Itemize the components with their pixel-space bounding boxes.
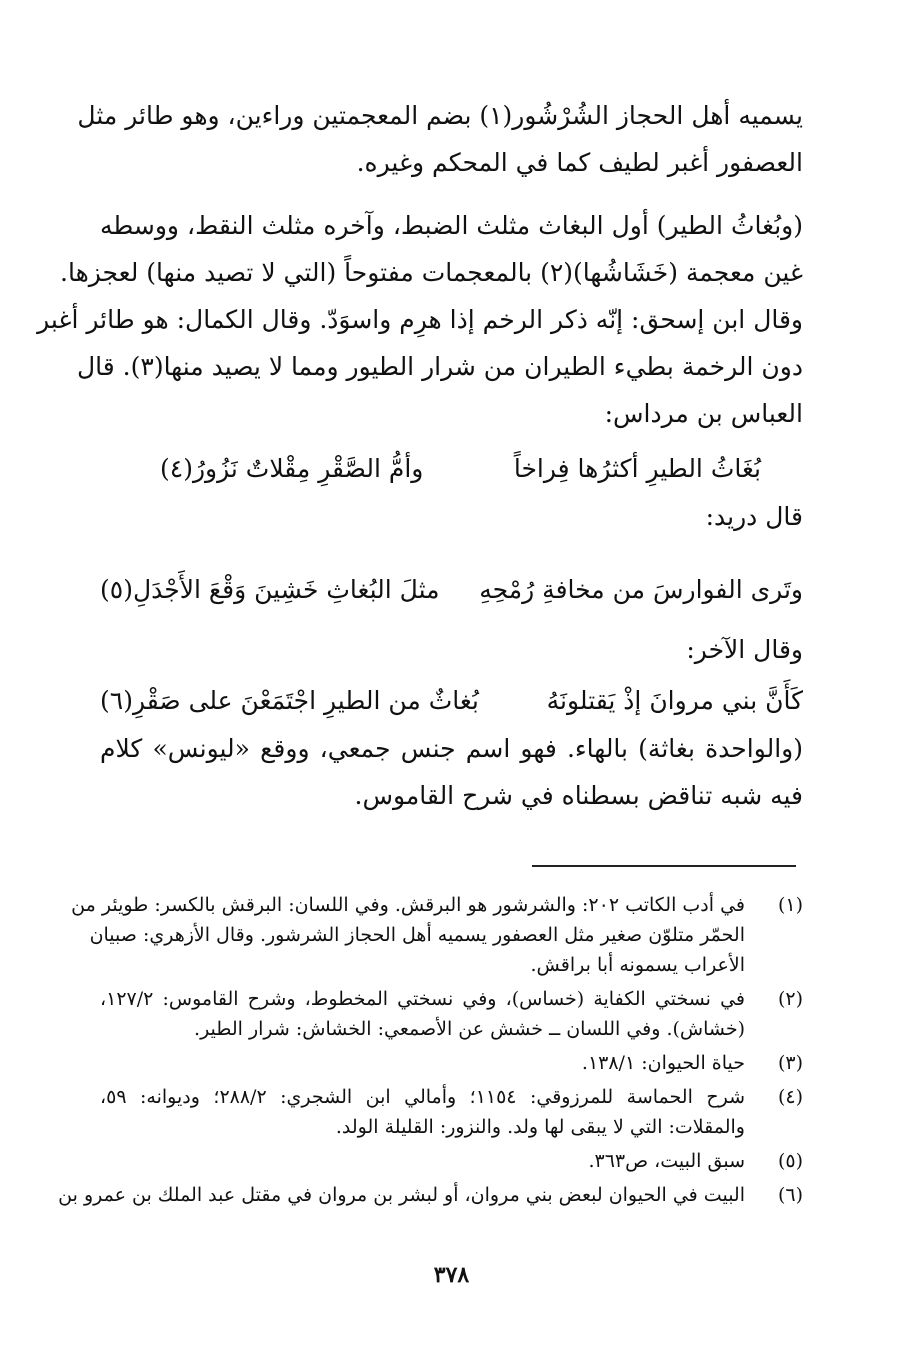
verse-second-hemistich: مثلَ البُغاثِ خَشِينَ وَقْعَ الأَجْدَلِ(٥) <box>100 575 440 604</box>
verse-second-hemistich: بُغاثٌ من الطيرِ اجْتَمَعْنَ على صَقْرِ(٦) <box>100 686 479 715</box>
text-line: فيه شبه تناقض بسطناه في شرح القاموس. <box>354 781 803 810</box>
footnote <box>100 1082 803 1142</box>
text-line: غين معجمة (خَشَاشُها)(٢) بالمعجمات مفتوحاً (التي لا تصيد منها) لعجزها. <box>60 258 803 287</box>
verse-first-hemistich: وتَرى الفوارسَ من مخافةِ رُمْحِهِ <box>479 575 803 604</box>
footnote-line: الحمّر متلوّن صغير مثل العصفور يسميه أهل الحجاز الشرشور. وقال الأزهري: صبيان <box>89 924 745 946</box>
text-line: العصفور أغبر لطيف كما في المحكم وغيره. <box>356 148 803 177</box>
text-line: دون الرخمة بطيء الطيران من شرار الطيور ومما لا يصيد منها(٣). قال <box>76 352 803 381</box>
footnote-number: (٣) <box>777 1052 803 1074</box>
footnotes <box>58 890 803 1210</box>
poem-verse-1 <box>100 437 803 493</box>
footnote-line: في نسختي الكفاية (خساس)، وفي نسختي المخطوط، وشرح القاموس: ١٢٧/٢، <box>100 988 745 1010</box>
paragraph-3 <box>100 725 803 819</box>
text-line: العباس بن مرداس: <box>604 399 803 428</box>
footnote <box>71 890 803 980</box>
text-line: (والواحدة بغاثة) بالهاء. فهو اسم جنس جمعي، ووقع «ليونس» كلام <box>100 734 803 763</box>
main-text <box>37 92 803 819</box>
verse-first-hemistich: بُغَاثُ الطيرِ أكثرُها فِراخاً <box>513 454 761 483</box>
footnote <box>58 1180 803 1210</box>
verse-intro: وقال الآخر: <box>686 635 803 664</box>
footnote-line: (خشاش). وفي اللسان ــ خشش عن الأصمعي: الخشاش: شرار الطير. <box>194 1018 745 1040</box>
footnote-line: البيت في الحيوان لبعض بني مروان، أو لبشر بن مروان في مقتل عبد الملك بن عمرو بن <box>58 1184 745 1206</box>
footnote-line: سبق البيت، ص٣٦٣. <box>588 1150 745 1172</box>
verse-second-hemistich: وأمُّ الصَّقْرِ مِقْلاتٌ نَزُورُ(٤) <box>160 454 424 483</box>
footnote <box>100 1146 803 1176</box>
footnote-line: شرح الحماسة للمرزوقي: ١١٥٤؛ وأمالي ابن الشجري: ٢٨٨/٢؛ وديوانه: ٥٩، <box>100 1086 746 1108</box>
text-line: يسميه أهل الحجاز الشُرْشُور(١) بضم المعجمتين وراءين، وهو طائر مثل <box>77 101 803 130</box>
text-line: وقال ابن إسحق: إنّه ذكر الرخم إذا هرِم واسوَدّ. وقال الكمال: هو طائر أغبر <box>37 305 803 334</box>
footnote-number: (١) <box>777 894 803 916</box>
footnote-line: حياة الحيوان: ١٣٨/١. <box>581 1052 745 1074</box>
footnote-number: (٥) <box>777 1150 803 1172</box>
poem-verse-2 <box>100 558 803 614</box>
footnote <box>100 984 803 1044</box>
footnote <box>100 1048 803 1078</box>
footnote-line: والمقلات: التي لا يبقى لها ولد. والنزور: القليلة الولد. <box>335 1116 745 1138</box>
poem-verse-3 <box>100 669 803 725</box>
footnote-number: (٢) <box>777 988 803 1010</box>
footnote-number: (٦) <box>777 1184 803 1206</box>
page-number: ٣٧٨ <box>433 1262 470 1288</box>
footnote-separator <box>532 865 796 867</box>
footnote-number: (٤) <box>777 1086 803 1108</box>
paragraph-2 <box>37 202 803 437</box>
text-line: (وبُغاثُ الطير) أول البغاث مثلث الضبط، وآخره مثلث النقط، ووسطه <box>100 211 803 240</box>
paragraph-1 <box>77 92 803 186</box>
footnote-line: الأعراب يسمونه أبا براقش. <box>530 954 745 976</box>
verse-intro: قال دريد: <box>705 502 803 531</box>
verse-first-hemistich: كَأَنَّ بني مروانَ إذْ يَقتلونَهُ <box>546 686 803 715</box>
footnote-line: في أدب الكاتب ٢٠٢: والشرشور هو البرقش. وفي اللسان: البرقش بالكسر: طويئر من <box>71 894 745 916</box>
